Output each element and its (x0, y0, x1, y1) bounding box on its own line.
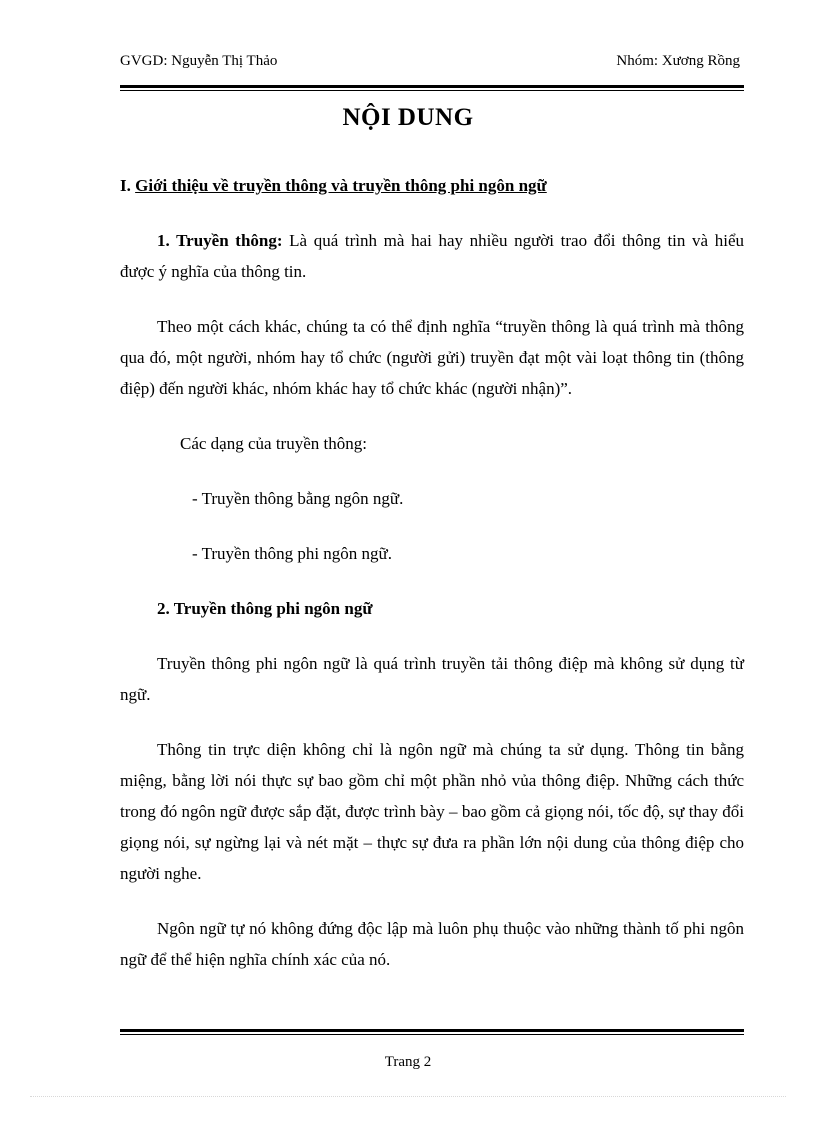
paragraph-language-dependence: Ngôn ngữ tự nó không đứng độc lập mà luôn phụ thuộc vào những thành tố phi ngôn ngữ để thể hiện nghĩa chính xác của nó. (120, 919, 744, 969)
subheading-nonverbal: 2. Truyền thông phi ngôn ngữ (157, 599, 373, 618)
section-number: I. (120, 176, 136, 195)
definition-text: Là quá trình mà hai hay nhiều người trao đổi thông tin và hiểu được ý nghĩa của thông tin. (120, 231, 744, 281)
header-divider-thick (120, 85, 744, 88)
page-title: NỘI DUNG (342, 104, 474, 131)
section-title: Giới thiệu về truyền thông và truyền thông phi ngôn ngữ (135, 176, 547, 195)
bullet-verbal: - Truyền thông bằng ngôn ngữ. (192, 489, 404, 508)
main-content (120, 170, 744, 999)
paragraph-definition (120, 225, 744, 287)
footer-divider-thick (120, 1029, 744, 1032)
header-teacher: GVGD: Nguyễn Thị Thảo (120, 53, 278, 69)
page-bottom-border (30, 1096, 786, 1097)
footer-divider (120, 1029, 744, 1035)
footer-divider-thin (120, 1034, 744, 1035)
page-number: Trang 2 (384, 1054, 432, 1070)
header-group: Nhóm: Xương Rồng (616, 53, 740, 69)
header-divider-thin (120, 90, 744, 91)
header-divider (120, 85, 744, 91)
page-header (120, 53, 740, 73)
forms-label: Các dạng của truyền thông: (180, 434, 367, 453)
paragraph-nonverbal-definition: Truyền thông phi ngôn ngữ là quá trình truyền tải thông điệp mà không sử dụng từ ngữ. (120, 654, 744, 704)
definition-term: 1. Truyền thông: (157, 231, 283, 250)
bullet-nonverbal: - Truyền thông phi ngôn ngữ. (192, 544, 393, 563)
paragraph-face-to-face: Thông tin trực diện không chỉ là ngôn ngữ mà chúng ta sử dụng. Thông tin bằng miệng, bằng lời nói thực sự bao gồm chỉ một phần nhỏ vủa thông điệp. Những cách thức trong đó ngôn ngữ được sắp đặt, được trình bày – bao gồm cả giọng nói, tốc độ, sự thay đổi giọng nói, sự ngừng lại và nét mặt – thực sự đưa ra phần lớn nội dung của thông điệp cho người nghe. (120, 740, 744, 883)
paragraph-alt-definition: Theo một cách khác, chúng ta có thể định nghĩa “truyền thông là quá trình mà thông qua đó, một người, nhóm hay tổ chức (người gửi) truyền đạt một vài loạt thông tin (thông điệp) đến người khác, nhóm khác hay tổ chức khác (người nhận)”. (120, 317, 744, 398)
section-heading (120, 170, 744, 201)
